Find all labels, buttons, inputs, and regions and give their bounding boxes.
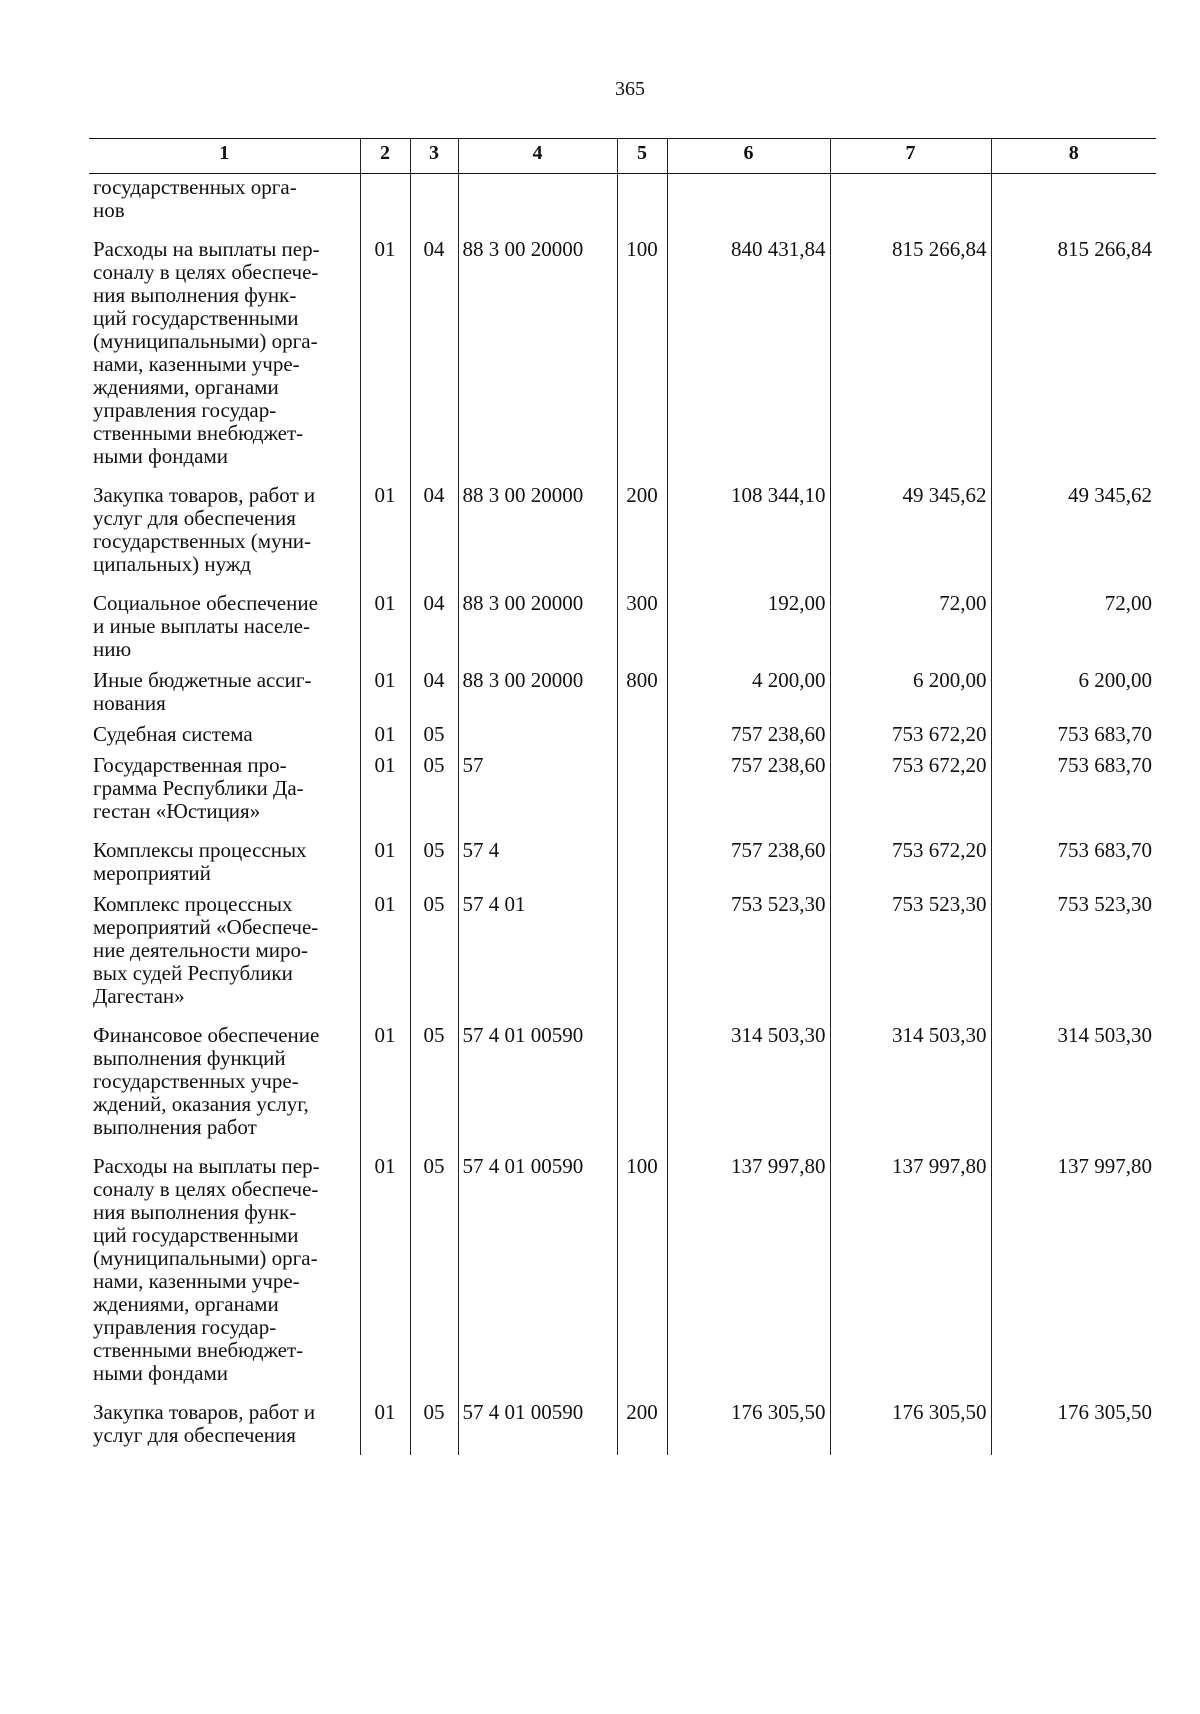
name-line: соналу в целях обеспече-: [93, 260, 319, 284]
name-line: и иные выплаты населе-: [93, 614, 310, 638]
header-col-7: 7: [830, 139, 991, 174]
cell-sum-1: 757 238,60: [667, 839, 830, 893]
header-col-6: 6: [667, 139, 830, 174]
cell-pr: 04: [410, 592, 458, 669]
header-col-3: 3: [410, 139, 458, 174]
cell-rz: 01: [360, 723, 410, 754]
cell-name: [89, 669, 360, 723]
name-line: управления государ-: [93, 398, 277, 422]
cell-sum-1: 757 238,60: [667, 754, 830, 839]
cell-rz: 01: [360, 754, 410, 839]
name-line: ными фондами: [93, 1361, 229, 1385]
cell-sum-3: 753 523,30: [991, 893, 1156, 1024]
cell-rz: 01: [360, 669, 410, 723]
cell-rz: 01: [360, 1401, 410, 1455]
cell-csr: [458, 723, 617, 754]
cell-vr: 200: [617, 1401, 667, 1455]
name-line: мероприятий: [93, 861, 211, 885]
cell-vr: [617, 723, 667, 754]
header-col-5: 5: [617, 139, 667, 174]
name-line: Закупка товаров, работ и: [93, 483, 316, 507]
name-line: ственными внебюджет-: [93, 1338, 304, 1362]
cell-name: [89, 238, 360, 484]
cell-csr: 88 3 00 20000: [458, 238, 617, 484]
name-line: гестан «Юстиция»: [93, 799, 261, 823]
name-line: Социальное обеспечение: [93, 591, 318, 615]
name-line: (муниципальными) орга-: [93, 329, 318, 353]
cell-csr: [458, 174, 617, 239]
cell-rz: 01: [360, 592, 410, 669]
cell-sum-1: [667, 174, 830, 239]
name-line: нования: [93, 691, 166, 715]
name-line: нами, казенными учре-: [93, 352, 300, 376]
name-line: управления государ-: [93, 1315, 277, 1339]
cell-rz: 01: [360, 893, 410, 1024]
name-line: ципальных) нужд: [93, 552, 252, 576]
cell-csr: 88 3 00 20000: [458, 484, 617, 592]
cell-rz: 01: [360, 484, 410, 592]
cell-name: [89, 592, 360, 669]
table-row: [89, 484, 1156, 592]
name-line: нов: [93, 198, 125, 222]
cell-sum-1: 4 200,00: [667, 669, 830, 723]
cell-sum-3: 753 683,70: [991, 754, 1156, 839]
name-line: государственных орга-: [93, 175, 297, 199]
table-row: [89, 754, 1156, 839]
name-line: государственных учре-: [93, 1069, 299, 1093]
cell-sum-3: 176 305,50: [991, 1401, 1156, 1455]
cell-sum-2: 753 672,20: [830, 754, 991, 839]
table-row: [89, 1155, 1156, 1401]
name-line: услуг для обеспечения: [93, 506, 296, 530]
table-row: [89, 1401, 1156, 1455]
table-row: [89, 839, 1156, 893]
name-line: грамма Республики Да-: [93, 776, 304, 800]
header-row: [89, 139, 1156, 174]
page-number: 365: [615, 78, 645, 100]
cell-name: [89, 754, 360, 839]
cell-rz: 01: [360, 1024, 410, 1155]
header-col-8: 8: [991, 139, 1156, 174]
name-line: вых судей Республики: [93, 961, 293, 985]
cell-csr: 57 4 01 00590: [458, 1024, 617, 1155]
name-line: Комплекс процессных: [93, 892, 293, 916]
cell-csr: 57: [458, 754, 617, 839]
name-line: Комплексы процессных: [93, 838, 307, 862]
cell-rz: 01: [360, 238, 410, 484]
cell-pr: 04: [410, 238, 458, 484]
name-line: Финансовое обеспечение: [93, 1023, 320, 1047]
name-line: Дагестан»: [93, 984, 185, 1008]
name-line: Закупка товаров, работ и: [93, 1400, 316, 1424]
table-row: [89, 723, 1156, 754]
table-row: [89, 1024, 1156, 1155]
cell-vr: 300: [617, 592, 667, 669]
cell-vr: 100: [617, 238, 667, 484]
name-line: Государственная про-: [93, 753, 287, 777]
cell-csr: 88 3 00 20000: [458, 669, 617, 723]
cell-sum-2: 753 672,20: [830, 839, 991, 893]
name-line: Расходы на выплаты пер-: [93, 237, 320, 261]
cell-name: [89, 839, 360, 893]
name-line: выполнения работ: [93, 1115, 257, 1139]
cell-vr: 100: [617, 1155, 667, 1401]
cell-pr: [410, 174, 458, 239]
name-line: Судебная система: [93, 722, 253, 746]
cell-rz: 01: [360, 1155, 410, 1401]
cell-csr: 57 4 01: [458, 893, 617, 1024]
name-line: ными фондами: [93, 444, 229, 468]
cell-vr: [617, 1024, 667, 1155]
cell-sum-2: 815 266,84: [830, 238, 991, 484]
name-line: Иные бюджетные ассиг-: [93, 668, 312, 692]
cell-vr: [617, 174, 667, 239]
cell-sum-2: 314 503,30: [830, 1024, 991, 1155]
cell-vr: 800: [617, 669, 667, 723]
name-line: ждениями, органами: [93, 1292, 279, 1316]
name-line: ждений, оказания услуг,: [93, 1092, 309, 1116]
cell-sum-1: 137 997,80: [667, 1155, 830, 1401]
cell-pr: 05: [410, 754, 458, 839]
cell-vr: [617, 754, 667, 839]
cell-sum-2: 6 200,00: [830, 669, 991, 723]
cell-name: [89, 893, 360, 1024]
cell-sum-1: 840 431,84: [667, 238, 830, 484]
cell-sum-2: 753 523,30: [830, 893, 991, 1024]
name-line: мероприятий «Обеспече-: [93, 915, 319, 939]
name-line: нию: [93, 637, 132, 661]
name-line: ждениями, органами: [93, 375, 279, 399]
cell-pr: 04: [410, 484, 458, 592]
cell-rz: [360, 174, 410, 239]
cell-sum-1: 314 503,30: [667, 1024, 830, 1155]
cell-name: [89, 1024, 360, 1155]
cell-pr: 05: [410, 1024, 458, 1155]
cell-sum-2: 176 305,50: [830, 1401, 991, 1455]
header-col-1: 1: [89, 139, 360, 174]
cell-name: [89, 174, 360, 239]
cell-vr: [617, 893, 667, 1024]
cell-sum-1: 108 344,10: [667, 484, 830, 592]
cell-csr: 57 4 01 00590: [458, 1155, 617, 1401]
name-line: Расходы на выплаты пер-: [93, 1154, 320, 1178]
table-row: [89, 238, 1156, 484]
cell-sum-3: 72,00: [991, 592, 1156, 669]
header-col-4: 4: [458, 139, 617, 174]
cell-sum-3: 137 997,80: [991, 1155, 1156, 1401]
cell-sum-3: 314 503,30: [991, 1024, 1156, 1155]
name-line: услуг для обеспечения: [93, 1423, 296, 1447]
name-line: ций государственными: [93, 1223, 299, 1247]
table-row: [89, 669, 1156, 723]
cell-csr: 57 4: [458, 839, 617, 893]
cell-csr: 88 3 00 20000: [458, 592, 617, 669]
name-line: нами, казенными учре-: [93, 1269, 300, 1293]
cell-sum-2: 72,00: [830, 592, 991, 669]
cell-sum-2: 49 345,62: [830, 484, 991, 592]
name-line: государственных (муни-: [93, 529, 312, 553]
cell-pr: 05: [410, 723, 458, 754]
cell-sum-2: 137 997,80: [830, 1155, 991, 1401]
cell-name: [89, 484, 360, 592]
cell-sum-1: 192,00: [667, 592, 830, 669]
cell-sum-2: 753 672,20: [830, 723, 991, 754]
cell-sum-3: 815 266,84: [991, 238, 1156, 484]
table-row: [89, 592, 1156, 669]
budget-table: [89, 138, 1156, 1455]
cell-sum-3: 6 200,00: [991, 669, 1156, 723]
table-row: [89, 893, 1156, 1024]
cell-vr: 200: [617, 484, 667, 592]
header-col-2: 2: [360, 139, 410, 174]
cell-pr: 05: [410, 893, 458, 1024]
cell-pr: 05: [410, 1155, 458, 1401]
cell-csr: 57 4 01 00590: [458, 1401, 617, 1455]
cell-sum-3: 49 345,62: [991, 484, 1156, 592]
name-line: ния выполнения функ-: [93, 1200, 297, 1224]
cell-pr: 04: [410, 669, 458, 723]
name-line: ние деятельности миро-: [93, 938, 309, 962]
cell-vr: [617, 839, 667, 893]
cell-pr: 05: [410, 839, 458, 893]
name-line: ственными внебюджет-: [93, 421, 304, 445]
cell-sum-1: 757 238,60: [667, 723, 830, 754]
name-line: (муниципальными) орга-: [93, 1246, 318, 1270]
name-line: ния выполнения функ-: [93, 283, 297, 307]
cell-rz: 01: [360, 839, 410, 893]
cell-name: [89, 723, 360, 754]
cell-sum-3: [991, 174, 1156, 239]
cell-sum-2: [830, 174, 991, 239]
cell-sum-3: 753 683,70: [991, 723, 1156, 754]
name-line: ций государственными: [93, 306, 299, 330]
cell-name: [89, 1401, 360, 1455]
cell-sum-1: 176 305,50: [667, 1401, 830, 1455]
cell-pr: 05: [410, 1401, 458, 1455]
table-row: [89, 174, 1156, 239]
name-line: соналу в целях обеспече-: [93, 1177, 319, 1201]
cell-name: [89, 1155, 360, 1401]
name-line: выполнения функций: [93, 1046, 286, 1070]
cell-sum-3: 753 683,70: [991, 839, 1156, 893]
cell-sum-1: 753 523,30: [667, 893, 830, 1024]
